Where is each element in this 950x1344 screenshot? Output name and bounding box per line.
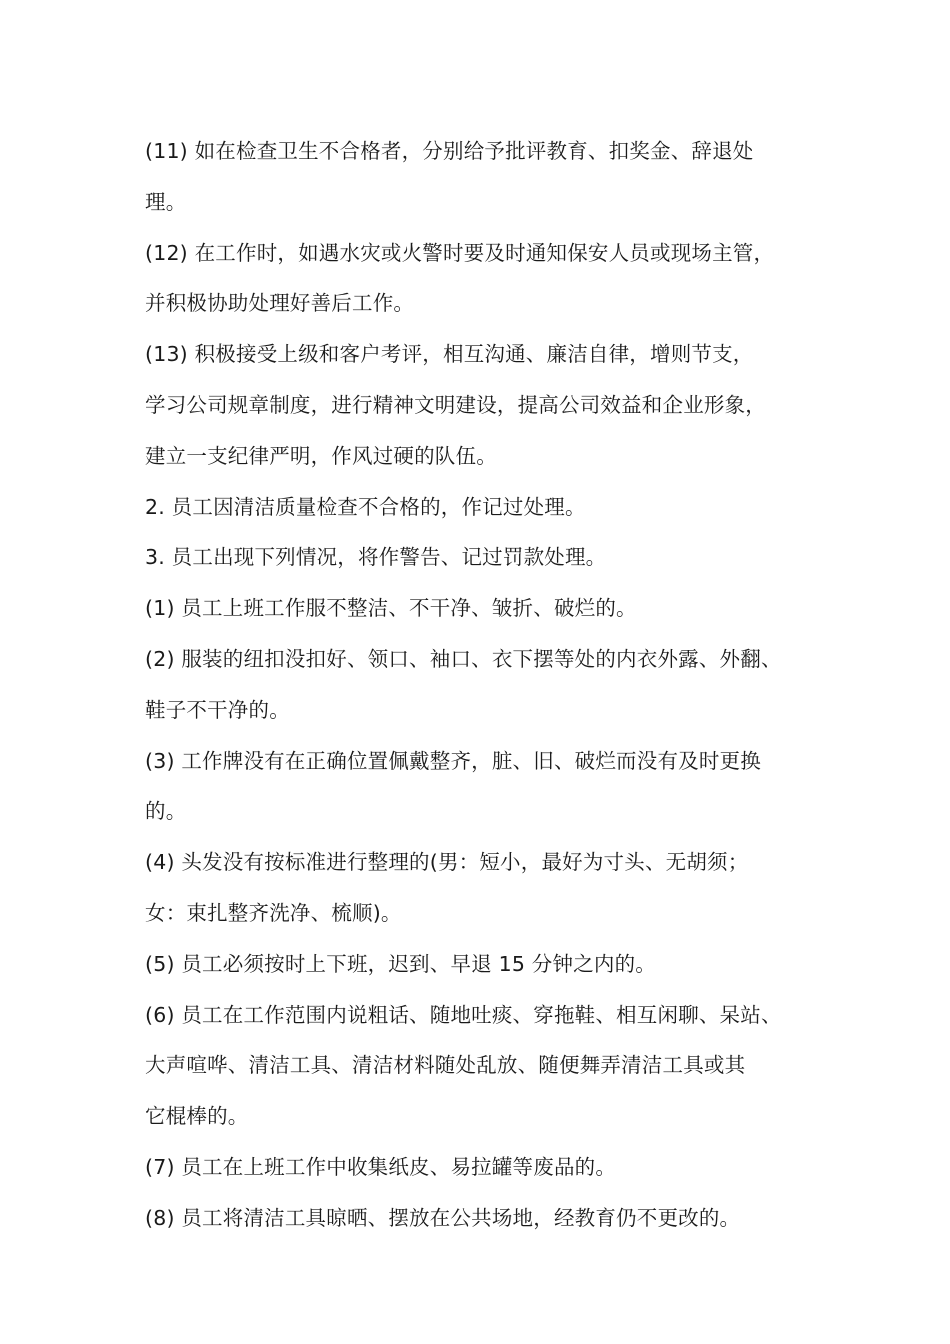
text-line: (8) 员工将清洁工具晾晒、摆放在公共场地，经教育仍不更改的。 xyxy=(145,1205,741,1230)
text-line: 学习公司规章制度，进行精神文明建设，提高公司效益和企业形象， xyxy=(145,392,766,417)
text-line: (5) 员工必须按时上下班，迟到、早退 15 分钟之内的。 xyxy=(145,951,656,976)
text-line: (13) 积极接受上级和客户考评，相互沟通、廉洁自律，增则节支， xyxy=(145,342,754,367)
text-line: (3) 工作牌没有在正确位置佩戴整齐，脏、旧、破烂而没有及时更换 xyxy=(145,748,761,773)
text-line: (12) 在工作时，如遇水灾或火警时要及时通知保安人员或现场主管， xyxy=(145,240,775,265)
text-line: (11) 如在检查卫生不合格者，分别给予批评教育、扣奖金、辞退处 xyxy=(145,139,754,163)
text-line: 2. 员工因清洁质量检查不合格的，作记过处理。 xyxy=(145,494,586,519)
text-line: 并积极协助处理好善后工作。 xyxy=(145,291,415,316)
text-line: 的。 xyxy=(145,799,187,824)
document-body xyxy=(145,129,835,1247)
text-line: 建立一支纪律严明，作风过硬的队伍。 xyxy=(145,443,497,468)
text-line: (4) 头发没有按标准进行整理的(男：短小，最好为寸头、无胡须； xyxy=(145,850,749,875)
text-line: 它棍棒的。 xyxy=(145,1104,249,1129)
text-line: (7) 员工在上班工作中收集纸皮、易拉罐等废品的。 xyxy=(145,1154,617,1179)
text-line: 女：束扎整齐洗净、梳顺)。 xyxy=(145,900,402,925)
text-line: 鞋子不干净的。 xyxy=(145,697,290,722)
text-line: 理。 xyxy=(145,189,187,214)
text-line: (1) 员工上班工作服不整洁、不干净、皱折、破烂的。 xyxy=(145,596,637,621)
text-line: (6) 员工在工作范围内说粗话、随地吐痰、穿拖鞋、相互闲聊、呆站、 xyxy=(145,1002,782,1027)
text-line: 3. 员工出现下列情况，将作警告、记过罚款处理。 xyxy=(145,545,607,570)
text-line: 大声喧哗、清洁工具、清洁材料随处乱放、随便舞弄清洁工具或其 xyxy=(145,1053,746,1078)
text-line: (2) 服装的纽扣没扣好、领口、袖口、衣下摆等处的内衣外露、外翻、 xyxy=(145,646,782,671)
